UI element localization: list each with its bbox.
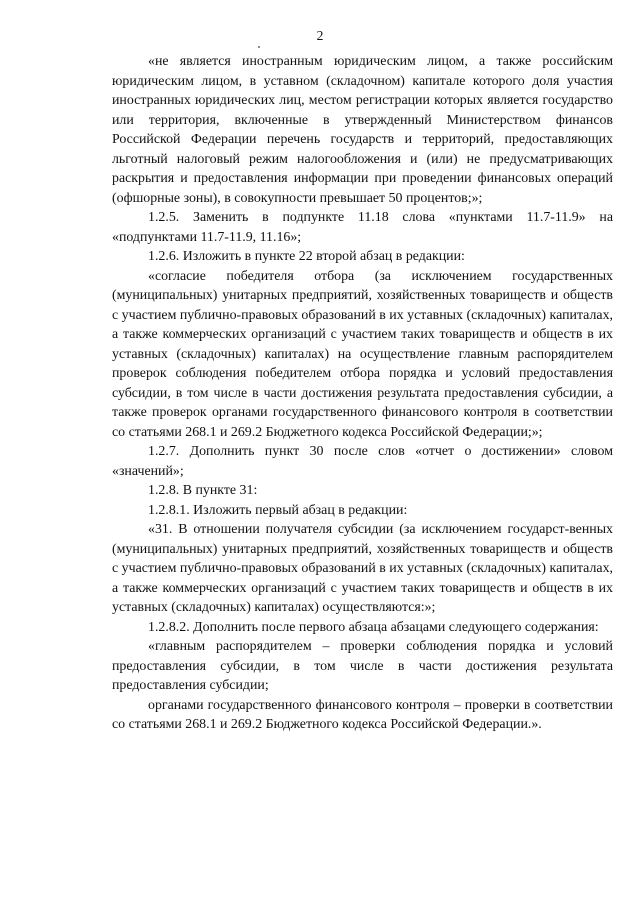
scan-artifact-dot bbox=[258, 46, 260, 48]
page-number: 2 bbox=[316, 28, 324, 43]
paragraph-1-2-6: 1.2.6. Изложить в пункте 22 второй абзац в редакции: bbox=[148, 249, 465, 264]
paragraph-main-administrator-checks: «главным распорядителем – проверки соблюдения порядка и условий предоставления субсидии, в том числе в части достижения результата предоставления субсидии; bbox=[112, 639, 613, 693]
document-body bbox=[112, 52, 613, 735]
paragraph-clause-31: «31. В отношении получателя субсидии (за исключением государст-венных (муниципальных) унитарных предприятий, хозяйственных товариществ и обществ с участием публично-правовых образований в их уставных (складочных) капиталах, а также коммерческих организаций с участием таких товариществ и обществ в их уставных (складочных) капиталах) осуществляются:»; bbox=[112, 522, 613, 615]
paragraph-offshore-criteria: «не является иностранным юридическим лицом, а также российским юридическим лицом, в уставном (складочном) капитале которого доля участия иностранных юридических лиц, местом регистрации которых является государство или территория, включенные в утвержденный Министерством финансов Российской Федерации перечень государств и территорий, предоставляющих льготный налоговый режим налогообложения и (или) не предусматривающих раскрытия и предоставления информации при проведении финансовых операций (офшорные зоны), в совокупности превышает 50 процентов;»; bbox=[112, 54, 613, 206]
paragraph-1-2-5: 1.2.5. Заменить в подпункте 11.18 слова «пунктами 11.7-11.9» на «подпунктами 11.7-11.9, 11.16»; bbox=[112, 210, 613, 245]
paragraph-1-2-8-1: 1.2.8.1. Изложить первый абзац в редакции: bbox=[148, 502, 408, 518]
paragraph-consent-clause: «согласие победителя отбора (за исключением государственных (муниципальных) унитарных предприятий, хозяйственных товариществ и обществ с участием публично-правовых образований в их уставных (складочных) капиталах, а также коммерческих организаций с участием таких товариществ и обществ в их уставных (складочных) капиталах) на осуществление главным распорядителем проверок соблюдения победителем отбора порядка и условий предоставления субсидии, в том числе в части достижения результата предоставления субсидии, а также проверок органами государственного финансового контроля в соответствии со статьями 268.1 и 269.2 Бюджетного кодекса Российской Федерации;»; bbox=[112, 268, 613, 440]
paragraph-1-2-7: 1.2.7. Дополнить пункт 30 после слов «отчет о достижении» словом «значений»; bbox=[112, 444, 613, 479]
paragraph-1-2-8-2: 1.2.8.2. Дополнить после первого абзаца абзацами следующего содержания: bbox=[148, 619, 599, 635]
paragraph-1-2-8: 1.2.8. В пункте 31: bbox=[148, 483, 258, 498]
paragraph-financial-control-checks: органами государственного финансового контроля – проверки в соответствии со статьями 268.1 и 269.2 Бюджетного кодекса Российской Федерации.». bbox=[112, 697, 613, 732]
